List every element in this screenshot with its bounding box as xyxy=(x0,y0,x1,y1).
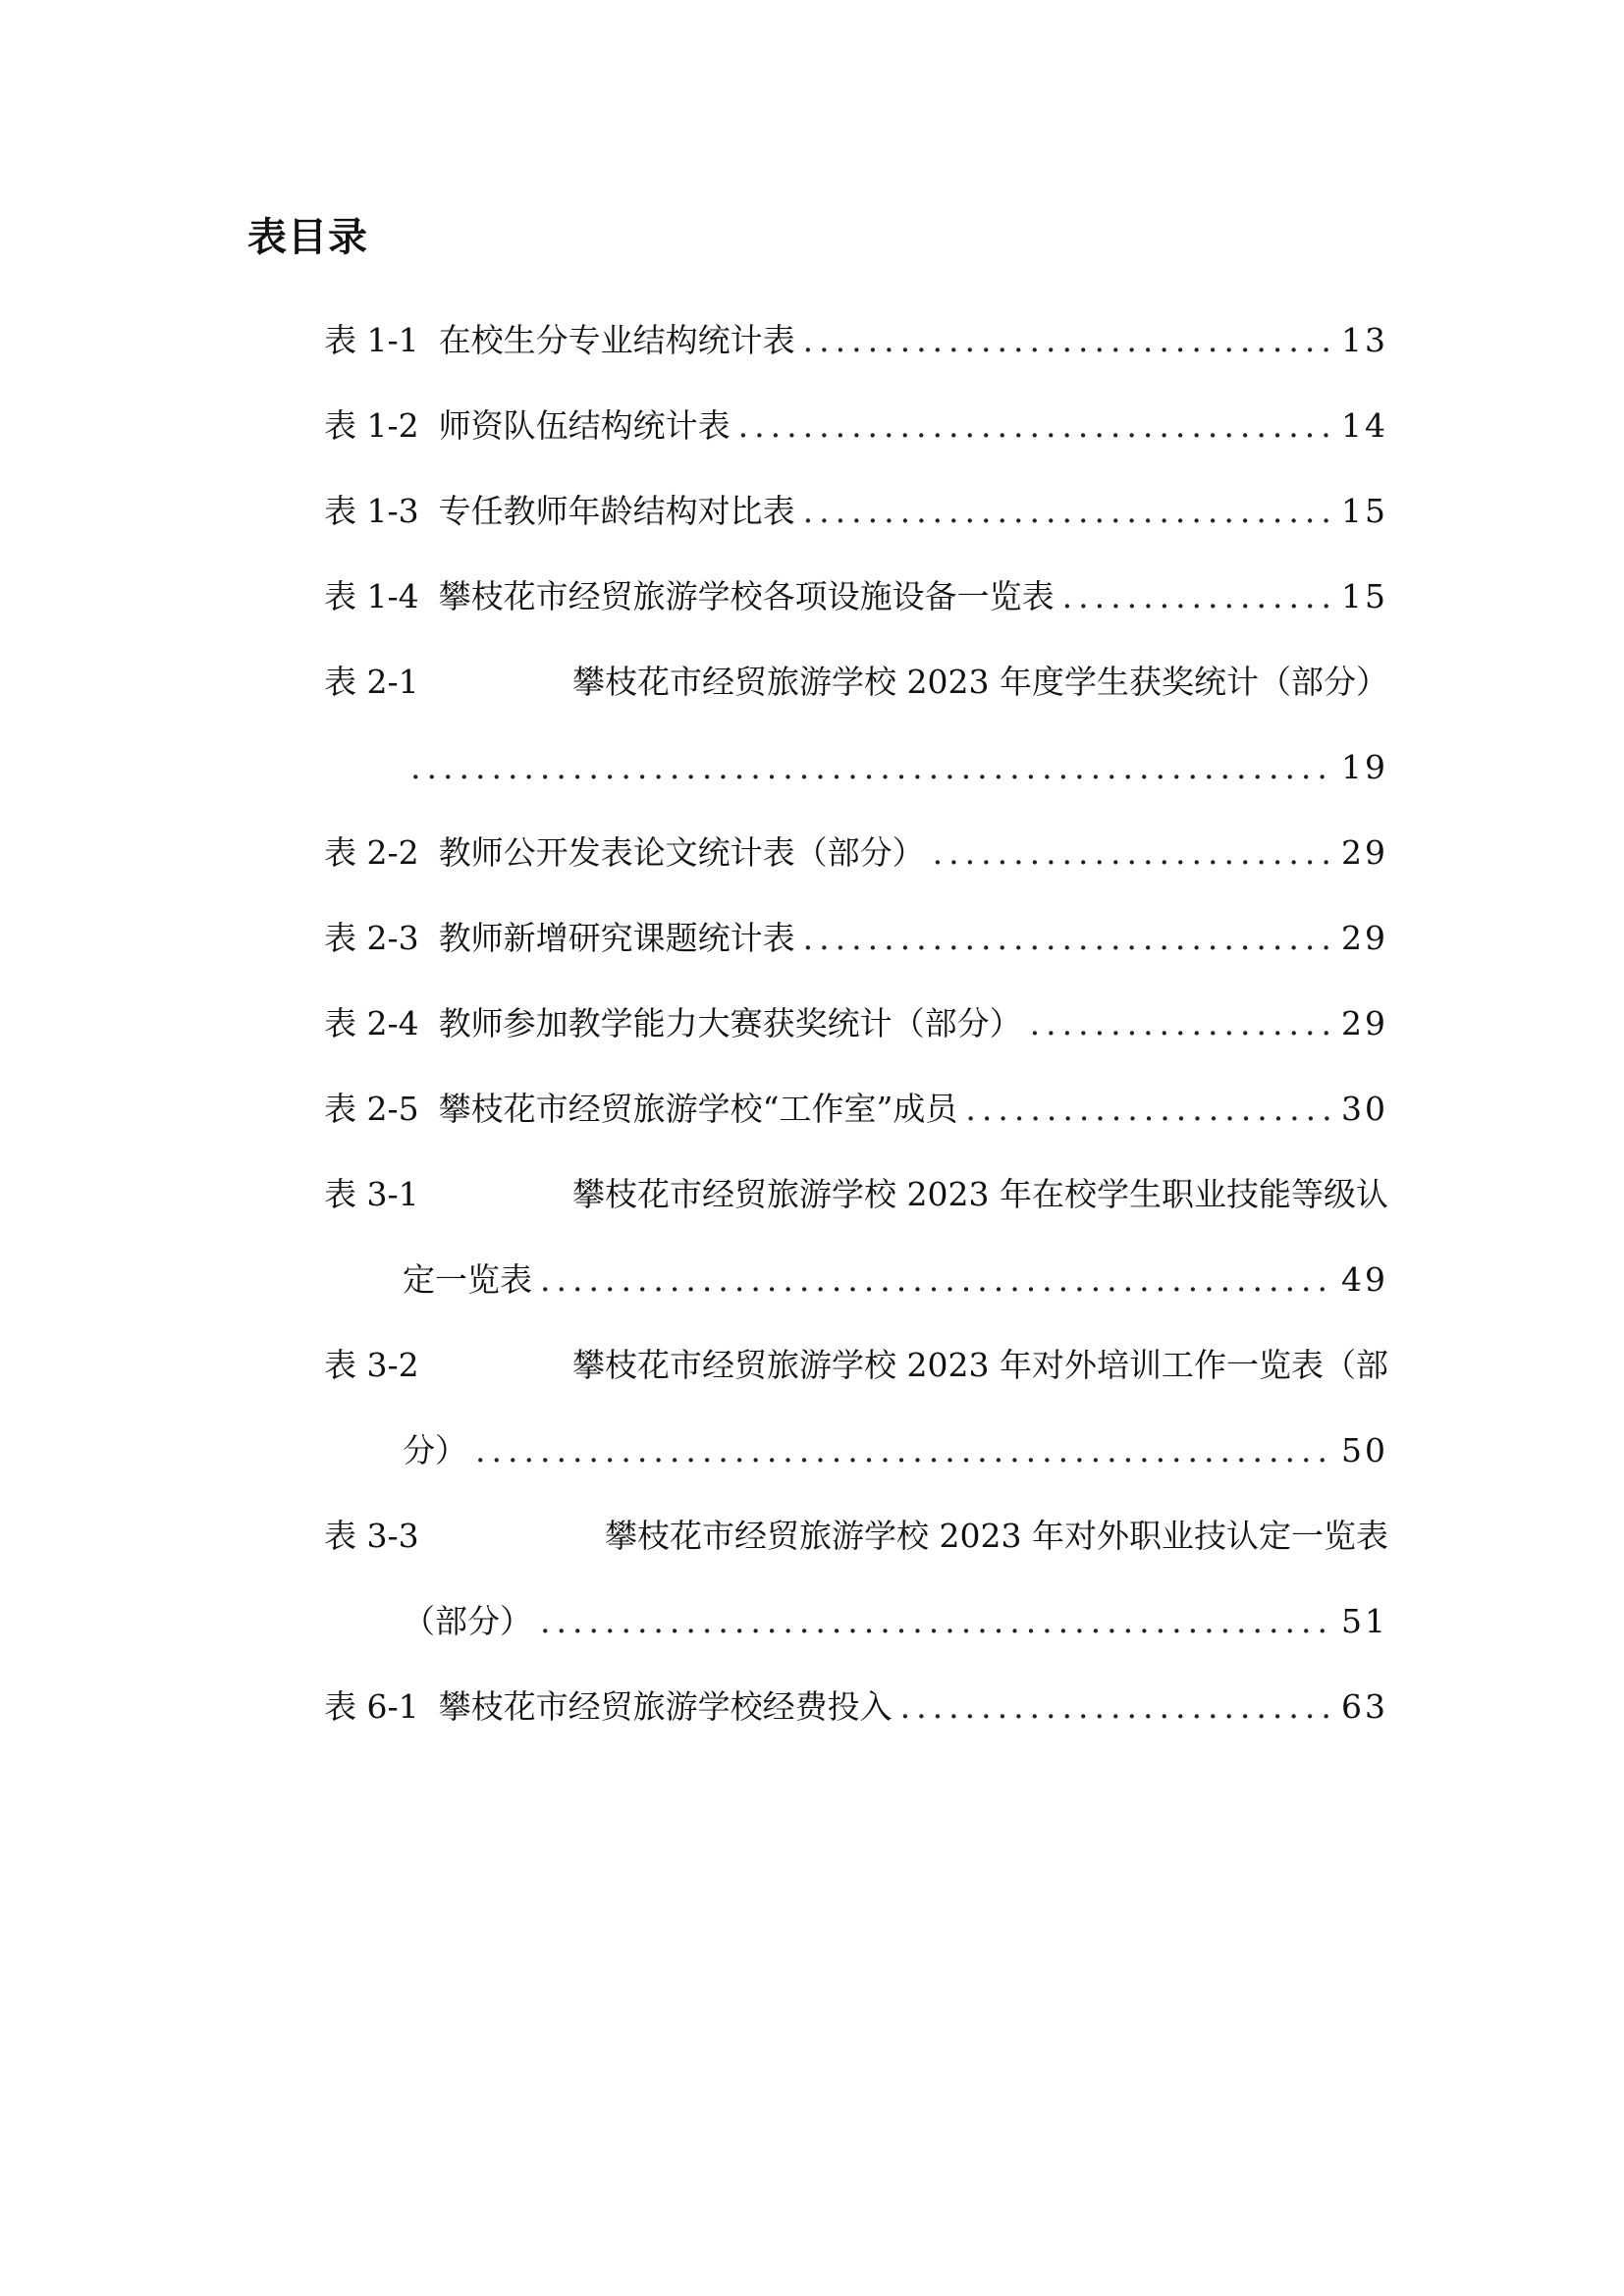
toc-entry-table-6-1[interactable] xyxy=(324,1664,1388,1749)
toc-entry-table-3-3[interactable] xyxy=(324,1493,1388,1664)
toc-dot-leader xyxy=(475,1408,1333,1493)
toc-entry-title: 在校生分专业结构统计表 xyxy=(438,321,795,359)
toc-entry-table-2-2[interactable] xyxy=(324,810,1388,895)
toc-entry-number: 表 2-2 xyxy=(324,833,419,872)
toc-dot-leader xyxy=(540,1237,1333,1322)
toc-entry-title: 攀枝花市经贸旅游学校 2023 年对外职业技认定一览表 xyxy=(605,1517,1388,1555)
toc-entry-page: 15 xyxy=(1341,577,1388,615)
toc-entry-title-continued: 定一览表 xyxy=(403,1260,532,1299)
toc-entry-number: 表 2-1 xyxy=(324,663,419,701)
toc-entry-title: 师资队伍结构统计表 xyxy=(438,406,731,445)
page-title: 表目录 xyxy=(247,215,368,260)
toc-entry-page: 14 xyxy=(1341,406,1388,445)
toc-entry-title: 攀枝花市经贸旅游学校“工作室”成员 xyxy=(438,1090,958,1128)
toc-entry-number: 表 3-3 xyxy=(324,1517,419,1555)
toc-dot-leader xyxy=(1030,981,1333,1066)
toc-entry-number: 表 2-3 xyxy=(324,919,419,957)
toc-entry-title: 教师公开发表论文统计表（部分） xyxy=(438,833,925,872)
toc-dot-leader xyxy=(410,724,1333,810)
toc-entry-table-2-3[interactable] xyxy=(324,895,1388,981)
toc-dot-leader xyxy=(1062,554,1333,639)
toc-entry-table-2-1[interactable] xyxy=(324,639,1388,810)
toc-entry-number: 表 1-1 xyxy=(324,321,419,359)
toc-entry-page: 19 xyxy=(1341,748,1388,786)
toc-entry-page: 49 xyxy=(1341,1260,1388,1299)
toc-entry-number: 表 3-1 xyxy=(324,1175,419,1213)
toc-entry-title: 攀枝花市经贸旅游学校 2023 年在校学生职业技能等级认 xyxy=(572,1175,1388,1213)
toc-entry-title: 教师新增研究课题统计表 xyxy=(438,919,795,957)
toc-entry-page: 51 xyxy=(1341,1602,1388,1640)
toc-entry-table-1-1[interactable] xyxy=(324,297,1388,383)
toc-entry-number: 表 2-5 xyxy=(324,1090,419,1128)
toc-entry-table-3-1[interactable] xyxy=(324,1151,1388,1322)
toc-entry-table-1-4[interactable] xyxy=(324,554,1388,639)
toc-dot-leader xyxy=(933,810,1333,895)
toc-entry-table-2-5[interactable] xyxy=(324,1066,1388,1151)
toc-entry-table-3-2[interactable] xyxy=(324,1322,1388,1493)
toc-entry-page: 29 xyxy=(1341,1004,1388,1042)
toc-entry-title: 攀枝花市经贸旅游学校经费投入 xyxy=(438,1687,893,1726)
toc-entry-title: 教师参加教学能力大赛获奖统计（部分） xyxy=(438,1004,1022,1042)
table-of-tables xyxy=(324,297,1388,1749)
toc-entry-number: 表 1-3 xyxy=(324,492,419,530)
toc-entry-page: 13 xyxy=(1341,321,1388,359)
toc-entry-title: 专任教师年龄结构对比表 xyxy=(438,492,795,530)
toc-entry-page: 29 xyxy=(1341,833,1388,872)
toc-entry-table-2-4[interactable] xyxy=(324,981,1388,1066)
toc-entry-page: 30 xyxy=(1341,1090,1388,1128)
toc-entry-table-1-2[interactable] xyxy=(324,383,1388,468)
toc-entry-table-1-3[interactable] xyxy=(324,468,1388,554)
toc-dot-leader xyxy=(540,1578,1333,1664)
toc-entry-title-continued: （部分） xyxy=(403,1602,532,1640)
toc-entry-number: 表 3-2 xyxy=(324,1346,419,1384)
toc-dot-leader xyxy=(803,297,1333,383)
toc-dot-leader xyxy=(738,383,1333,468)
toc-entry-title: 攀枝花市经贸旅游学校 2023 年度学生获奖统计（部分） xyxy=(572,663,1388,701)
toc-entry-number: 表 1-2 xyxy=(324,406,419,445)
toc-entry-number: 表 6-1 xyxy=(324,1687,419,1726)
toc-entry-number: 表 1-4 xyxy=(324,577,419,615)
toc-entry-title: 攀枝花市经贸旅游学校 2023 年对外培训工作一览表（部 xyxy=(572,1346,1388,1384)
toc-entry-page: 63 xyxy=(1341,1687,1388,1726)
toc-entry-title: 攀枝花市经贸旅游学校各项设施设备一览表 xyxy=(438,577,1055,615)
toc-entry-page: 15 xyxy=(1341,492,1388,530)
toc-dot-leader xyxy=(965,1066,1333,1151)
toc-entry-title-continued: 分） xyxy=(403,1431,467,1469)
toc-dot-leader xyxy=(803,895,1333,981)
toc-dot-leader xyxy=(803,468,1333,554)
toc-entry-page: 50 xyxy=(1341,1431,1388,1469)
toc-entry-number: 表 2-4 xyxy=(324,1004,419,1042)
toc-dot-leader xyxy=(900,1664,1333,1749)
toc-entry-page: 29 xyxy=(1341,919,1388,957)
